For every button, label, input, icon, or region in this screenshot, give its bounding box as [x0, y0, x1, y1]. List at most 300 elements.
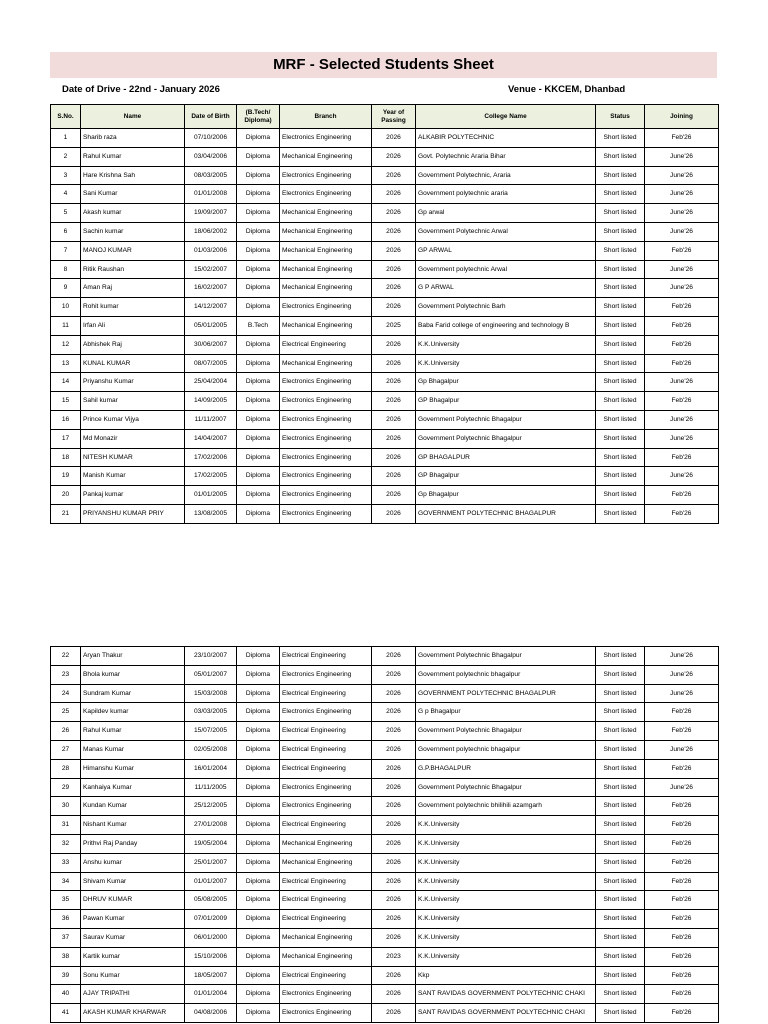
cell-dob: 16/01/2004	[185, 759, 237, 778]
cell-college: G P ARWAL	[416, 279, 596, 298]
cell-status: Short listed	[596, 298, 645, 317]
cell-branch: Electronics Engineering	[280, 665, 372, 684]
cell-year: 2026	[372, 486, 416, 505]
cell-joining: Feb'26	[645, 834, 719, 853]
cell-name: Bhola kumar	[81, 665, 185, 684]
cell-college: GP Bhagalpur	[416, 392, 596, 411]
cell-joining: June'26	[645, 204, 719, 223]
table-row	[51, 316, 719, 335]
cell-year: 2026	[372, 834, 416, 853]
cell-branch: Electrical Engineering	[280, 816, 372, 835]
cell-name: Priyanshu Kumar	[81, 373, 185, 392]
cell-name: Rahul Kumar	[81, 147, 185, 166]
cell-college: Government Polytechnic Bhagalpur	[416, 410, 596, 429]
cell-degree: Diploma	[237, 647, 280, 666]
cell-sno: 18	[51, 448, 81, 467]
cell-joining: June'26	[645, 684, 719, 703]
header-joining: Joining	[645, 105, 719, 129]
cell-status: Short listed	[596, 429, 645, 448]
cell-name: Pawan Kumar	[81, 910, 185, 929]
header-row	[51, 105, 719, 129]
cell-status: Short listed	[596, 778, 645, 797]
cell-dob: 25/12/2005	[185, 797, 237, 816]
table-row	[51, 816, 719, 835]
cell-sno: 15	[51, 392, 81, 411]
table-row	[51, 504, 719, 523]
cell-dob: 05/08/2005	[185, 891, 237, 910]
table-row	[51, 947, 719, 966]
cell-sno: 39	[51, 966, 81, 985]
cell-college: SANT RAVIDAS GOVERNMENT POLYTECHNIC CHAKI	[416, 1004, 596, 1023]
cell-status: Short listed	[596, 722, 645, 741]
cell-joining: Feb'26	[645, 504, 719, 523]
cell-name: Md Monazir	[81, 429, 185, 448]
cell-joining: Feb'26	[645, 928, 719, 947]
cell-degree: Diploma	[237, 467, 280, 486]
table-row	[51, 448, 719, 467]
cell-status: Short listed	[596, 759, 645, 778]
cell-year: 2026	[372, 448, 416, 467]
cell-dob: 11/11/2007	[185, 410, 237, 429]
cell-sno: 27	[51, 740, 81, 759]
table-row	[51, 1004, 719, 1023]
cell-degree: Diploma	[237, 703, 280, 722]
cell-degree: Diploma	[237, 665, 280, 684]
cell-college: K.K.University	[416, 354, 596, 373]
cell-name: Nishant Kumar	[81, 816, 185, 835]
cell-status: Short listed	[596, 985, 645, 1004]
cell-sno: 28	[51, 759, 81, 778]
cell-joining: Feb'26	[645, 703, 719, 722]
cell-branch: Electronics Engineering	[280, 392, 372, 411]
cell-status: Short listed	[596, 797, 645, 816]
cell-degree: Diploma	[237, 429, 280, 448]
cell-status: Short listed	[596, 241, 645, 260]
header-name: Name	[81, 105, 185, 129]
cell-branch: Electrical Engineering	[280, 966, 372, 985]
table-row	[51, 279, 719, 298]
cell-name: Sani Kumar	[81, 185, 185, 204]
cell-joining: June'26	[645, 429, 719, 448]
cell-name: Akash kumar	[81, 204, 185, 223]
cell-name: Kapildev kumar	[81, 703, 185, 722]
cell-college: GP Bhagalpur	[416, 467, 596, 486]
cell-branch: Electrical Engineering	[280, 335, 372, 354]
table-row	[51, 928, 719, 947]
cell-year: 2026	[372, 298, 416, 317]
cell-degree: Diploma	[237, 947, 280, 966]
cell-year: 2026	[372, 778, 416, 797]
cell-branch: Electronics Engineering	[280, 429, 372, 448]
cell-college: Government polytechnic bhilihili azamgarh	[416, 797, 596, 816]
cell-year: 2026	[372, 872, 416, 891]
table-row	[51, 147, 719, 166]
cell-college: K.K.University	[416, 947, 596, 966]
table-row	[51, 891, 719, 910]
cell-sno: 40	[51, 985, 81, 1004]
cell-year: 2026	[372, 166, 416, 185]
cell-name: Sharib raza	[81, 129, 185, 148]
cell-college: Government polytechnic bhagalpur	[416, 665, 596, 684]
cell-status: Short listed	[596, 260, 645, 279]
cell-status: Short listed	[596, 504, 645, 523]
cell-joining: Feb'26	[645, 966, 719, 985]
cell-name: Irfan Ali	[81, 316, 185, 335]
cell-status: Short listed	[596, 947, 645, 966]
cell-year: 2026	[372, 684, 416, 703]
cell-branch: Electrical Engineering	[280, 740, 372, 759]
cell-sno: 26	[51, 722, 81, 741]
cell-college: Government Polytechnic Arwal	[416, 222, 596, 241]
cell-college: Government polytechnic bhagalpur	[416, 740, 596, 759]
cell-joining: Feb'26	[645, 354, 719, 373]
cell-sno: 16	[51, 410, 81, 429]
cell-degree: Diploma	[237, 373, 280, 392]
cell-joining: Feb'26	[645, 891, 719, 910]
cell-degree: Diploma	[237, 684, 280, 703]
cell-name: Himanshu Kumar	[81, 759, 185, 778]
cell-joining: June'26	[645, 166, 719, 185]
cell-joining: Feb'26	[645, 797, 719, 816]
drive-date: Date of Drive - 22nd - January 2026	[62, 84, 220, 95]
cell-degree: Diploma	[237, 834, 280, 853]
cell-branch: Mechanical Engineering	[280, 279, 372, 298]
cell-name: Shivam Kumar	[81, 872, 185, 891]
cell-joining: Feb'26	[645, 816, 719, 835]
cell-degree: Diploma	[237, 279, 280, 298]
cell-joining: Feb'26	[645, 241, 719, 260]
cell-dob: 18/05/2007	[185, 966, 237, 985]
cell-college: Govt. Polytechnic Araria Bihar	[416, 147, 596, 166]
cell-name: PRIYANSHU KUMAR PRIY	[81, 504, 185, 523]
cell-name: Pankaj kumar	[81, 486, 185, 505]
cell-branch: Electrical Engineering	[280, 872, 372, 891]
cell-status: Short listed	[596, 740, 645, 759]
students-table-page-2	[50, 646, 719, 1023]
cell-degree: Diploma	[237, 410, 280, 429]
cell-degree: Diploma	[237, 816, 280, 835]
table-row	[51, 392, 719, 411]
cell-dob: 13/08/2005	[185, 504, 237, 523]
table-row	[51, 778, 719, 797]
cell-sno: 4	[51, 185, 81, 204]
cell-college: Government polytechnic Arwal	[416, 260, 596, 279]
cell-college: K.K.University	[416, 853, 596, 872]
cell-year: 2026	[372, 665, 416, 684]
cell-joining: June'26	[645, 740, 719, 759]
cell-name: Saurav Kumar	[81, 928, 185, 947]
cell-college: K.K.University	[416, 910, 596, 929]
table-row	[51, 129, 719, 148]
cell-dob: 05/01/2007	[185, 665, 237, 684]
cell-joining: Feb'26	[645, 853, 719, 872]
cell-year: 2026	[372, 504, 416, 523]
cell-year: 2026	[372, 392, 416, 411]
cell-degree: Diploma	[237, 966, 280, 985]
cell-degree: Diploma	[237, 222, 280, 241]
cell-sno: 1	[51, 129, 81, 148]
cell-name: AKASH KUMAR KHARWAR	[81, 1004, 185, 1023]
cell-college: Government Polytechnic Bhagalpur	[416, 647, 596, 666]
cell-status: Short listed	[596, 448, 645, 467]
table-row	[51, 872, 719, 891]
cell-name: Manas Kumar	[81, 740, 185, 759]
cell-college: GP ARWAL	[416, 241, 596, 260]
cell-sno: 24	[51, 684, 81, 703]
cell-status: Short listed	[596, 816, 645, 835]
cell-college: Government Polytechnic, Araria	[416, 166, 596, 185]
cell-year: 2026	[372, 279, 416, 298]
cell-degree: Diploma	[237, 448, 280, 467]
cell-dob: 19/05/2004	[185, 834, 237, 853]
cell-name: NITESH KUMAR	[81, 448, 185, 467]
cell-degree: Diploma	[237, 147, 280, 166]
cell-college: Government polytechnic araria	[416, 185, 596, 204]
cell-degree: Diploma	[237, 797, 280, 816]
table-row	[51, 910, 719, 929]
cell-joining: Feb'26	[645, 872, 719, 891]
cell-sno: 14	[51, 373, 81, 392]
cell-sno: 35	[51, 891, 81, 910]
cell-sno: 36	[51, 910, 81, 929]
cell-college: Government Polytechnic Barh	[416, 298, 596, 317]
cell-status: Short listed	[596, 1004, 645, 1023]
cell-college: Gp Bhagalpur	[416, 486, 596, 505]
cell-college: Baba Farid college of engineering and technology B	[416, 316, 596, 335]
header-year: Year of Passing	[372, 105, 416, 129]
cell-joining: June'26	[645, 185, 719, 204]
cell-name: Kartik kumar	[81, 947, 185, 966]
table-row	[51, 703, 719, 722]
table-row	[51, 797, 719, 816]
cell-sno: 2	[51, 147, 81, 166]
cell-degree: Diploma	[237, 298, 280, 317]
cell-dob: 08/07/2005	[185, 354, 237, 373]
cell-dob: 15/10/2006	[185, 947, 237, 966]
cell-dob: 18/06/2002	[185, 222, 237, 241]
cell-joining: Feb'26	[645, 486, 719, 505]
cell-year: 2026	[372, 816, 416, 835]
cell-branch: Electronics Engineering	[280, 504, 372, 523]
cell-year: 2026	[372, 260, 416, 279]
cell-year: 2026	[372, 204, 416, 223]
cell-year: 2026	[372, 966, 416, 985]
cell-name: Prince Kumar Vijya	[81, 410, 185, 429]
cell-status: Short listed	[596, 316, 645, 335]
cell-college: Gp Bhagalpur	[416, 373, 596, 392]
cell-degree: Diploma	[237, 740, 280, 759]
cell-dob: 04/08/2006	[185, 1004, 237, 1023]
header-status: Status	[596, 105, 645, 129]
cell-year: 2026	[372, 335, 416, 354]
cell-degree: Diploma	[237, 872, 280, 891]
cell-degree: Diploma	[237, 486, 280, 505]
cell-branch: Electronics Engineering	[280, 166, 372, 185]
cell-dob: 25/04/2004	[185, 373, 237, 392]
cell-status: Short listed	[596, 872, 645, 891]
cell-branch: Electrical Engineering	[280, 891, 372, 910]
cell-college: Government Polytechnic Bhagalpur	[416, 429, 596, 448]
cell-joining: June'26	[645, 260, 719, 279]
table-row	[51, 665, 719, 684]
table-row	[51, 740, 719, 759]
cell-status: Short listed	[596, 684, 645, 703]
cell-college: K.K.University	[416, 816, 596, 835]
cell-joining: Feb'26	[645, 985, 719, 1004]
cell-dob: 08/03/2005	[185, 166, 237, 185]
table-row	[51, 429, 719, 448]
cell-college: K.K.University	[416, 834, 596, 853]
cell-degree: Diploma	[237, 891, 280, 910]
cell-branch: Electronics Engineering	[280, 985, 372, 1004]
cell-joining: June'26	[645, 467, 719, 486]
cell-status: Short listed	[596, 467, 645, 486]
cell-year: 2026	[372, 467, 416, 486]
cell-sno: 19	[51, 467, 81, 486]
cell-year: 2026	[372, 703, 416, 722]
cell-sno: 21	[51, 504, 81, 523]
table-body	[51, 129, 719, 524]
cell-branch: Electronics Engineering	[280, 1004, 372, 1023]
cell-year: 2026	[372, 241, 416, 260]
cell-dob: 07/01/2009	[185, 910, 237, 929]
cell-dob: 01/01/2007	[185, 872, 237, 891]
cell-branch: Electronics Engineering	[280, 703, 372, 722]
cell-sno: 11	[51, 316, 81, 335]
cell-branch: Electrical Engineering	[280, 722, 372, 741]
cell-joining: Feb'26	[645, 316, 719, 335]
cell-name: Sonu Kumar	[81, 966, 185, 985]
cell-name: Sachin kumar	[81, 222, 185, 241]
cell-dob: 03/04/2006	[185, 147, 237, 166]
cell-name: Sundram Kumar	[81, 684, 185, 703]
table-row	[51, 166, 719, 185]
cell-dob: 05/01/2005	[185, 316, 237, 335]
cell-joining: June'26	[645, 279, 719, 298]
cell-year: 2026	[372, 722, 416, 741]
cell-branch: Electrical Engineering	[280, 910, 372, 929]
cell-sno: 17	[51, 429, 81, 448]
cell-college: GOVERNMENT POLYTECHNIC BHAGALPUR	[416, 684, 596, 703]
cell-degree: Diploma	[237, 204, 280, 223]
header-dob: Date of Birth	[185, 105, 237, 129]
cell-name: Sahil kumar	[81, 392, 185, 411]
cell-joining: Feb'26	[645, 1004, 719, 1023]
cell-year: 2026	[372, 891, 416, 910]
cell-status: Short listed	[596, 222, 645, 241]
cell-status: Short listed	[596, 665, 645, 684]
cell-branch: Mechanical Engineering	[280, 147, 372, 166]
cell-joining: June'26	[645, 778, 719, 797]
students-table-page-1	[50, 104, 719, 524]
cell-name: MANOJ KUMAR	[81, 241, 185, 260]
cell-joining: Feb'26	[645, 392, 719, 411]
cell-name: Prithvi Raj Panday	[81, 834, 185, 853]
cell-sno: 31	[51, 816, 81, 835]
cell-sno: 32	[51, 834, 81, 853]
cell-college: G p Bhagalpur	[416, 703, 596, 722]
cell-dob: 30/06/2007	[185, 335, 237, 354]
cell-dob: 01/01/2005	[185, 486, 237, 505]
cell-dob: 25/01/2007	[185, 853, 237, 872]
cell-dob: 01/01/2004	[185, 985, 237, 1004]
cell-joining: June'26	[645, 373, 719, 392]
cell-status: Short listed	[596, 185, 645, 204]
cell-branch: Mechanical Engineering	[280, 241, 372, 260]
cell-year: 2026	[372, 740, 416, 759]
cell-sno: 8	[51, 260, 81, 279]
cell-sno: 29	[51, 778, 81, 797]
cell-joining: Feb'26	[645, 910, 719, 929]
cell-college: Kkp	[416, 966, 596, 985]
cell-branch: Mechanical Engineering	[280, 316, 372, 335]
cell-branch: Mechanical Engineering	[280, 260, 372, 279]
cell-year: 2026	[372, 429, 416, 448]
cell-year: 2026	[372, 1004, 416, 1023]
cell-status: Short listed	[596, 910, 645, 929]
cell-name: Rahul Kumar	[81, 722, 185, 741]
cell-sno: 33	[51, 853, 81, 872]
cell-sno: 38	[51, 947, 81, 966]
cell-degree: Diploma	[237, 129, 280, 148]
cell-college: K.K.University	[416, 891, 596, 910]
cell-branch: Electronics Engineering	[280, 467, 372, 486]
table-row	[51, 647, 719, 666]
cell-name: Anshu kumar	[81, 853, 185, 872]
table-row	[51, 204, 719, 223]
cell-name: Manish Kumar	[81, 467, 185, 486]
cell-degree: B.Tech	[237, 316, 280, 335]
cell-status: Short listed	[596, 486, 645, 505]
cell-status: Short listed	[596, 129, 645, 148]
cell-year: 2025	[372, 316, 416, 335]
cell-branch: Electronics Engineering	[280, 185, 372, 204]
cell-status: Short listed	[596, 928, 645, 947]
cell-joining: Feb'26	[645, 759, 719, 778]
cell-dob: 14/09/2005	[185, 392, 237, 411]
cell-name: Rohit kumar	[81, 298, 185, 317]
cell-joining: Feb'26	[645, 947, 719, 966]
table-row	[51, 335, 719, 354]
cell-sno: 41	[51, 1004, 81, 1023]
cell-status: Short listed	[596, 410, 645, 429]
cell-year: 2026	[372, 354, 416, 373]
cell-sno: 10	[51, 298, 81, 317]
cell-branch: Electrical Engineering	[280, 684, 372, 703]
cell-name: Kanhaiya Kumar	[81, 778, 185, 797]
cell-dob: 17/02/2005	[185, 467, 237, 486]
cell-branch: Mechanical Engineering	[280, 853, 372, 872]
table-row	[51, 966, 719, 985]
cell-branch: Mechanical Engineering	[280, 222, 372, 241]
cell-name: KUNAL KUMAR	[81, 354, 185, 373]
cell-year: 2026	[372, 647, 416, 666]
cell-dob: 01/03/2006	[185, 241, 237, 260]
cell-dob: 14/12/2007	[185, 298, 237, 317]
cell-year: 2026	[372, 797, 416, 816]
cell-degree: Diploma	[237, 985, 280, 1004]
cell-degree: Diploma	[237, 1004, 280, 1023]
cell-college: GP BHAGALPUR	[416, 448, 596, 467]
cell-dob: 17/02/2006	[185, 448, 237, 467]
cell-degree: Diploma	[237, 853, 280, 872]
cell-college: Government Polytechnic Bhagalpur	[416, 722, 596, 741]
cell-dob: 03/03/2005	[185, 703, 237, 722]
table-row	[51, 222, 719, 241]
table-row	[51, 354, 719, 373]
cell-college: SANT RAVIDAS GOVERNMENT POLYTECHNIC CHAKI	[416, 985, 596, 1004]
cell-status: Short listed	[596, 853, 645, 872]
